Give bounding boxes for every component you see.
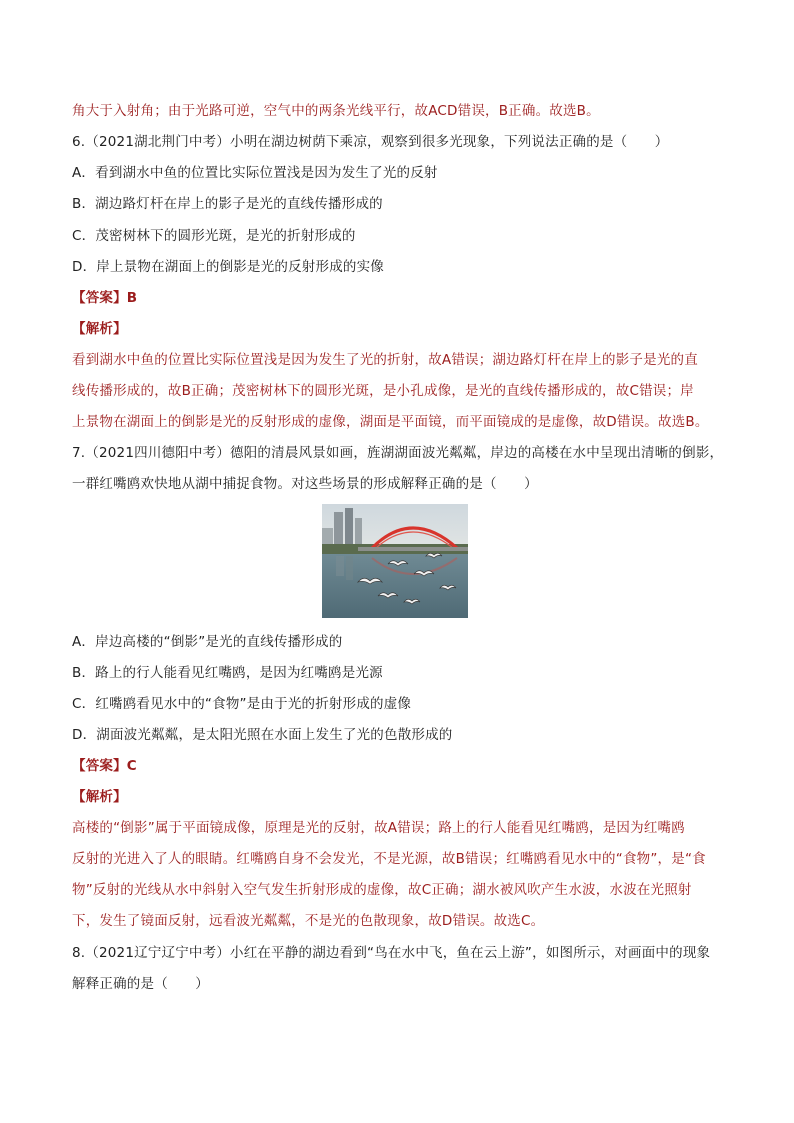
- q8-stem-line-1: 8.（2021辽宁辽宁中考）小红在平静的湖边看到“鸟在水中飞，鱼在云上游”，如图所示，对画面中的现象: [72, 945, 711, 961]
- q6-option-d: D．岸上景物在湖面上的倒影是光的反射形成的实像: [72, 259, 384, 275]
- q6-option-b: B．湖边路灯杆在岸上的影子是光的直线传播形成的: [72, 196, 383, 212]
- q6-analysis-line-3: 上景物在湖面上的倒影是光的反射形成的虚像，湖面是平面镜，而平面镜成的是虚像，故D错误。故选B。: [72, 414, 709, 430]
- q7-option-a: A．岸边高楼的“倒影”是光的直线传播形成的: [72, 634, 343, 650]
- q7-option-b: B．路上的行人能看见红嘴鸥，是因为红嘴鸥是光源: [72, 665, 383, 681]
- q7-answer: 【答案】C: [72, 758, 137, 774]
- q7-option-d: D．湖面波光粼粼，是太阳光照在水面上发生了光的色散形成的: [72, 727, 453, 743]
- q5-explanation-tail: 角大于入射角；由于光路可逆，空气中的两条光线平行，故ACD错误，B正确。故选B。: [72, 103, 600, 119]
- q8-stem-line-2: 解释正确的是（ ）: [72, 976, 209, 992]
- q6-option-c: C．茂密树林下的圆形光斑，是光的折射形成的: [72, 228, 356, 244]
- q7-analysis-line-2: 反射的光进入了人的眼睛。红嘴鸥自身不会发光，不是光源，故B错误；红嘴鸥看见水中的“食物”，是“食: [72, 851, 706, 867]
- q6-analysis-line-1: 看到湖水中鱼的位置比实际位置浅是因为发生了光的折射，故A错误；湖边路灯杆在岸上的影子是光的直: [72, 352, 698, 368]
- q6-analysis-line-2: 线传播形成的，故B正确；茂密树林下的圆形光斑，是小孔成像，是光的直线传播形成的，故C错误；岸: [72, 383, 694, 399]
- q7-option-c: C．红嘴鸥看见水中的“食物”是由于光的折射形成的虚像: [72, 696, 412, 712]
- q6-stem: 6.（2021湖北荆门中考）小明在湖边树荫下乘凉，观察到很多光现象，下列说法正确的是（ ）: [72, 134, 669, 150]
- q7-analysis-label: 【解析】: [72, 789, 127, 805]
- q7-stem-line-1: 7.（2021四川德阳中考）德阳的清晨风景如画，旌湖湖面波光粼粼，岸边的高楼在水中呈现出清晰的倒影，: [72, 445, 724, 461]
- q7-analysis-line-3: 物”反射的光线从水中斜射入空气发生折射形成的虚像，故C正确；湖水被风吹产生水波，水波在光照射: [72, 882, 692, 898]
- q7-analysis-line-4: 下，发生了镜面反射，远看波光粼粼，不是光的色散现象，故D错误。故选C。: [72, 913, 545, 929]
- q7-stem-line-2: 一群红嘴鸥欢快地从湖中捕捉食物。对这些场景的形成解释正确的是（ ）: [72, 476, 538, 492]
- q7-analysis-line-1: 高楼的“倒影”属于平面镜成像，原理是光的反射，故A错误；路上的行人能看见红嘴鸥，是因为红嘴鸥: [72, 820, 685, 836]
- lake-bridge-gulls-photo: [322, 504, 468, 618]
- q6-analysis-label: 【解析】: [72, 321, 127, 337]
- q6-option-a: A．看到湖水中鱼的位置比实际位置浅是因为发生了光的反射: [72, 165, 438, 181]
- q6-answer: 【答案】B: [72, 290, 138, 306]
